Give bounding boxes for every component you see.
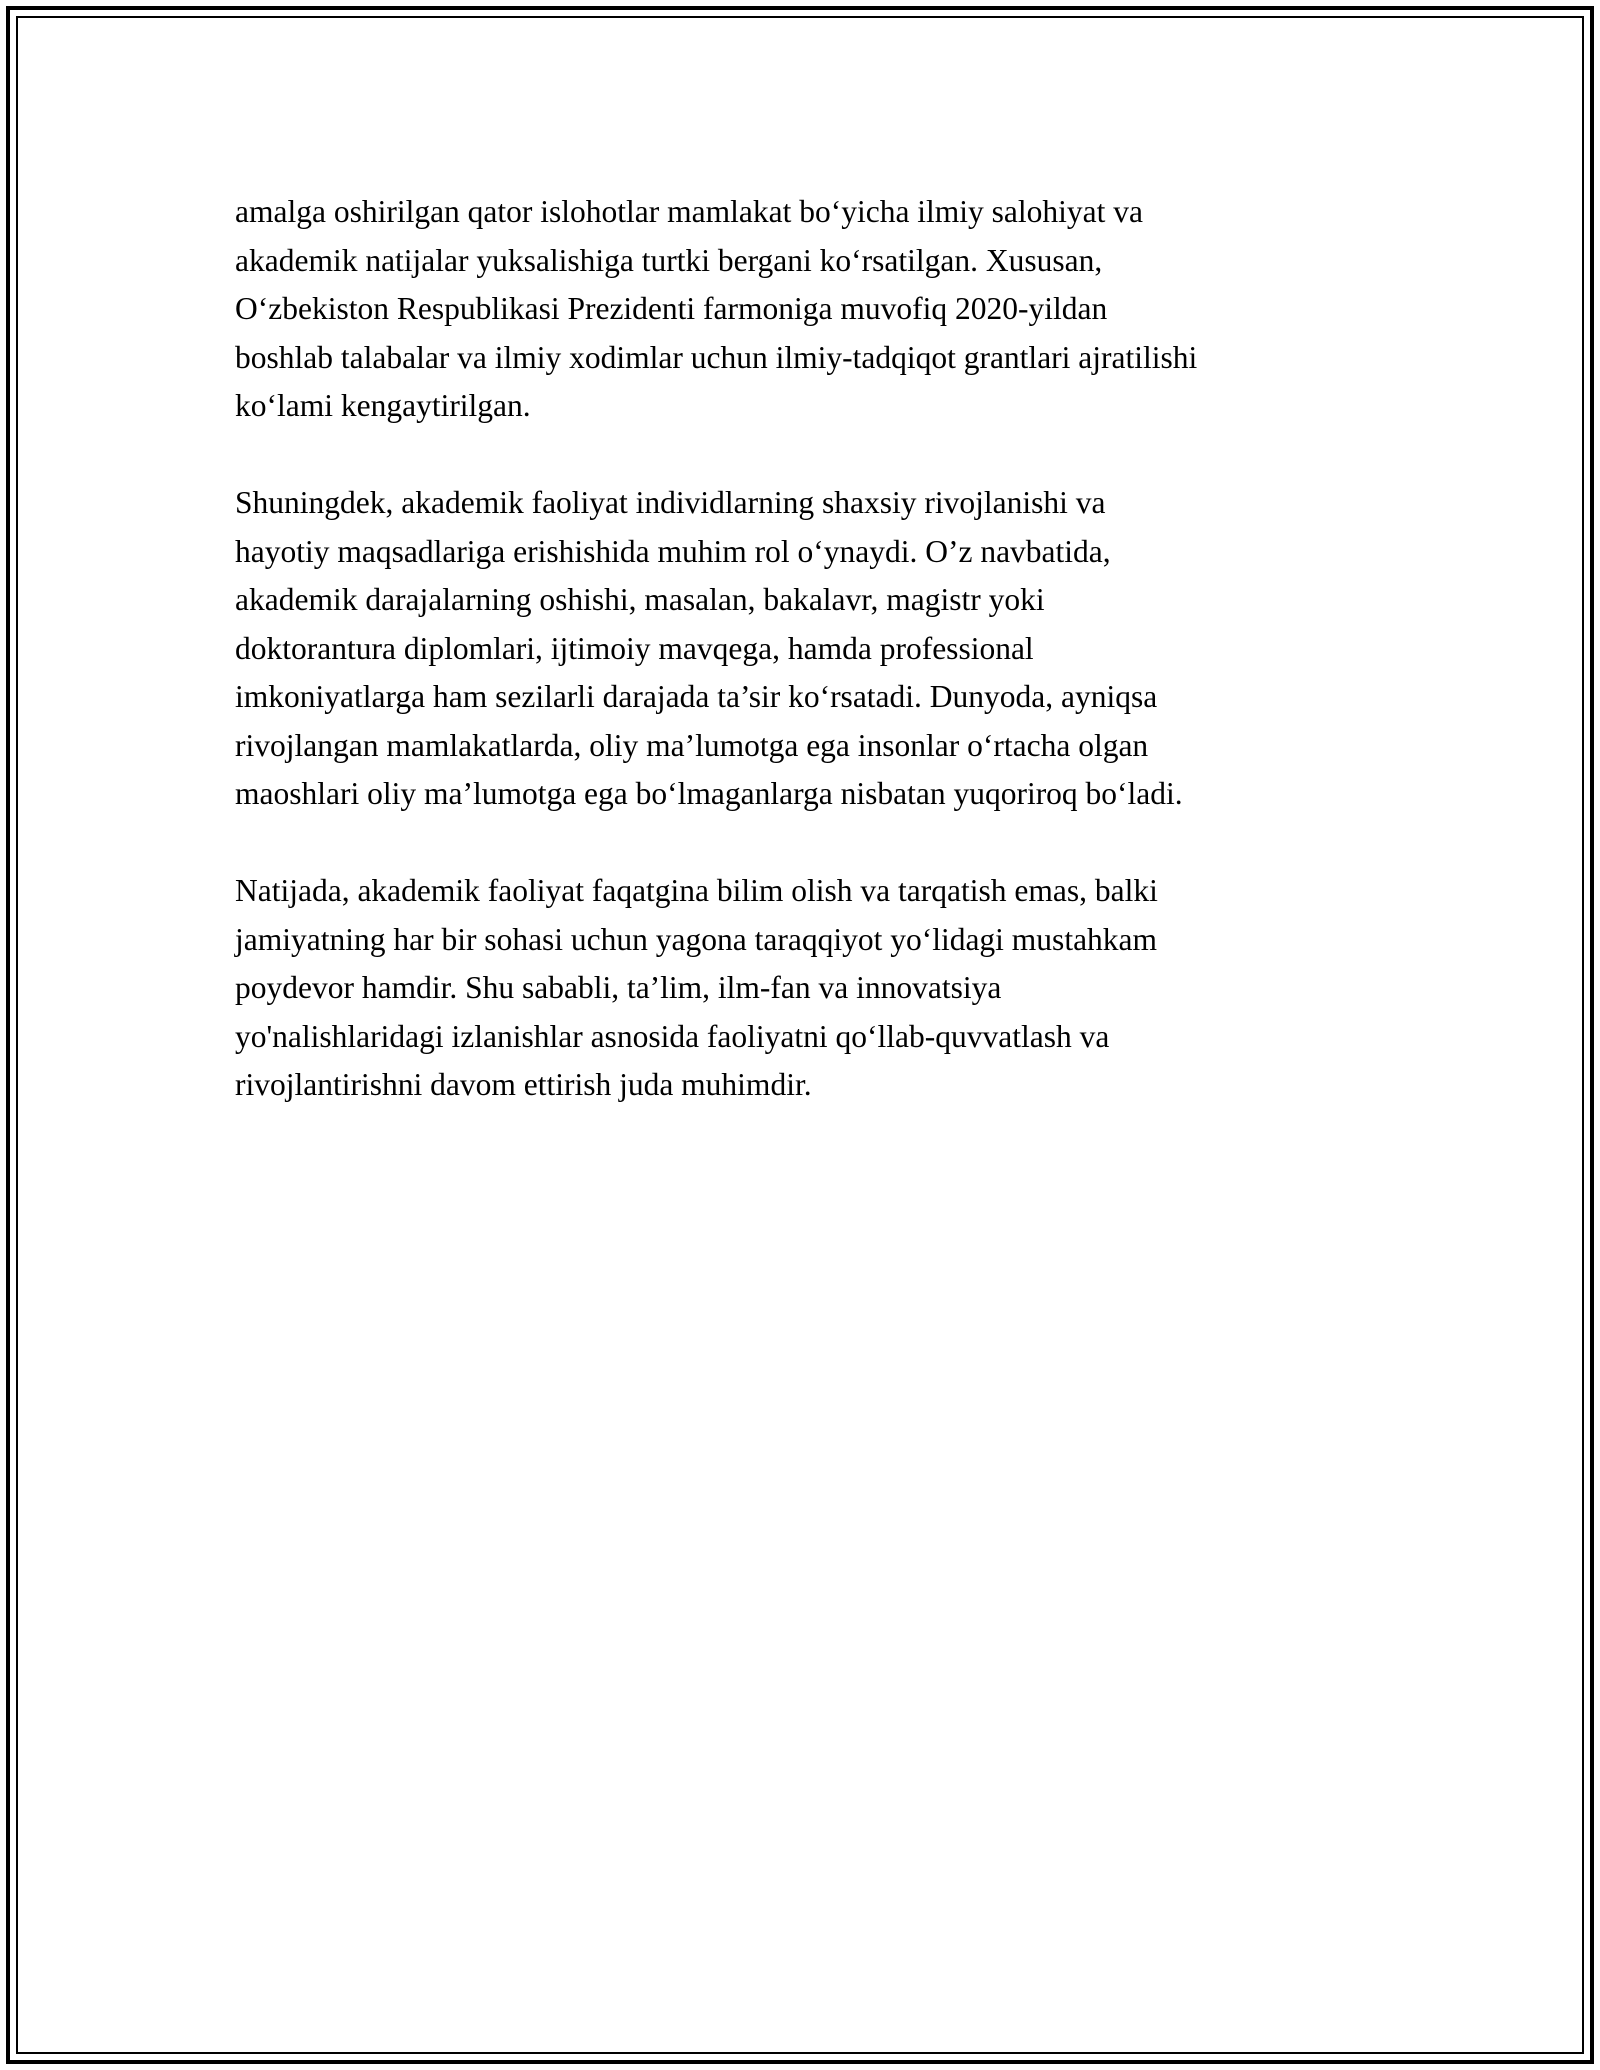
text-line: Shuningdek, akademik faoliyat individlarning shaxsiy rivojlanishi va	[235, 485, 1106, 520]
text-line: rivojlantirishni davom ettirish juda muhimdir.	[235, 1067, 812, 1102]
text-line: O‘zbekiston Respublikasi Prezidenti farmoniga muvofiq 2020-yildan	[235, 291, 1108, 326]
text-line: amalga oshirilgan qator islohotlar mamlakat bo‘yicha ilmiy salohiyat va	[235, 194, 1144, 229]
text-line: akademik darajalarning oshishi, masalan, bakalavr, magistr yoki	[235, 582, 1045, 617]
text-line: hayotiy maqsadlariga erishishida muhim rol o‘ynaydi. O’z navbatida,	[235, 533, 1111, 569]
text-line: doktorantura diplomlari, ijtimoiy mavqega, hamda professional	[235, 630, 1034, 666]
document-body	[235, 188, 1375, 1110]
text-line: jamiyatning har bir sohasi uchun yagona taraqqiyot yo‘lidagi mustahkam	[235, 921, 1158, 957]
text-line: imkoniyatlarga ham sezilarli darajada ta’sir ko‘rsatadi. Dunyoda, ayniqsa	[235, 679, 1158, 714]
paragraph-2	[235, 479, 1375, 819]
text-line: maoshlari oliy ma’lumotga ega bo‘lmaganlarga nisbatan yuqoriroq bo‘ladi.	[235, 776, 1183, 811]
text-line: boshlab talabalar va ilmiy xodimlar uchun ilmiy-tadqiqot grantlari ajratilishi	[235, 339, 1198, 375]
text-line: ko‘lami kengaytirilgan.	[235, 388, 531, 423]
text-line: Natijada, akademik faoliyat faqatgina bilim olish va tarqatish emas, balki	[235, 873, 1158, 908]
text-line: poydevor hamdir. Shu sababli, ta’lim, ilm-fan va innovatsiya	[235, 970, 1002, 1005]
paragraph-3	[235, 867, 1375, 1110]
text-line: yo'nalishlaridagi izlanishlar asnosida faoliyatni qo‘llab-quvvatlash va	[235, 1018, 1110, 1054]
paragraph-1	[235, 188, 1375, 431]
text-line: akademik natijalar yuksalishiga turtki bergani ko‘rsatilgan. Xususan,	[235, 242, 1103, 278]
text-line: rivojlangan mamlakatlarda, oliy ma’lumotga ega insonlar o‘rtacha olgan	[235, 727, 1149, 763]
